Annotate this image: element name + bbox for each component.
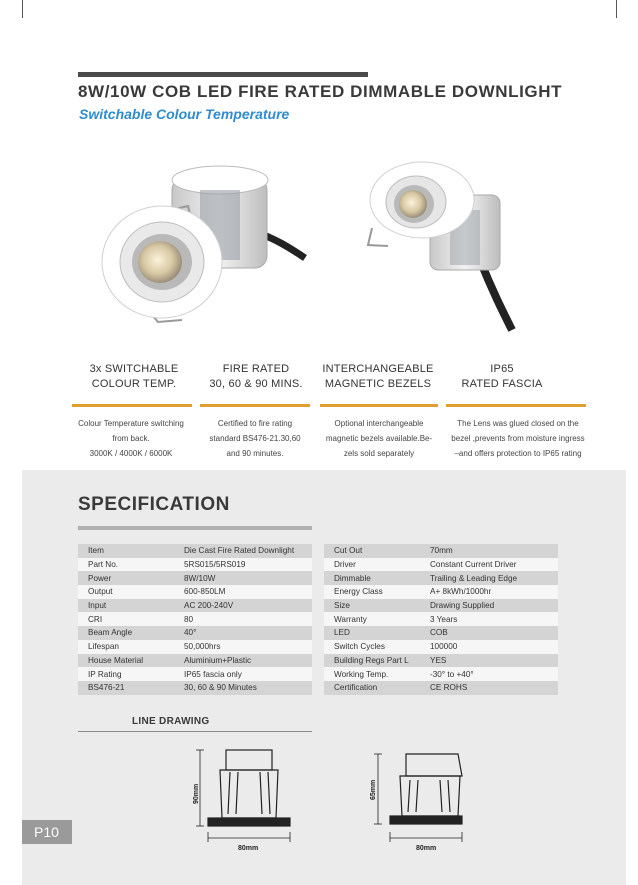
spec-value: Aluminium+Plastic [174,654,312,668]
line-drawing-2 [366,748,476,858]
spec-label: Size [324,599,420,613]
feature-4-description [438,416,598,461]
feature-1-line2: COLOUR TEMP. [91,378,177,390]
spec-row [78,667,312,681]
feature-4-line2: RATED FASCIA [461,378,543,390]
spec-table-left [78,544,312,695]
spec-row [78,626,312,640]
spec-value: Trailing & Leading Edge [420,571,558,585]
spec-label: Beam Angle [78,626,174,640]
spec-label: BS476-21 [78,681,174,695]
spec-row [324,626,558,640]
spec-label: Certification [324,681,420,695]
spec-label: Part No. [78,558,174,572]
spec-row [78,612,312,626]
spec-value: AC 200-240V [174,599,312,613]
spec-value: 80 [174,612,312,626]
spec-value: 30, 60 & 90 Minutes [174,681,312,695]
spec-row [324,544,558,558]
feature-3-description [304,416,454,461]
desc-line: zels sold separately [343,449,415,458]
spec-row [78,558,312,572]
feature-divider [72,404,192,407]
spec-label: CRI [78,612,174,626]
spec-value: Die Cast Fire Rated Downlight [174,544,312,558]
desc-line: Optional interchangeable [334,419,424,428]
spec-label: Working Temp. [324,667,420,681]
page-title: 8W/10W COB LED FIRE RATED DIMMABLE DOWNLIGHT [78,82,563,101]
spec-label: House Material [78,654,174,668]
spec-row [324,571,558,585]
desc-line: standard BS476-21.30,60 [209,434,301,443]
spec-label: Power [78,571,174,585]
spec-row [324,640,558,654]
line-drawing-1 [190,742,300,857]
product-front-image [100,150,310,340]
page-subtitle: Switchable Colour Temperature [79,106,290,122]
spec-value: A+ 8kWh/1000hr [420,585,558,599]
crop-mark [616,0,617,18]
feature-3-line2: MAGNETIC BEZELS [324,378,432,390]
desc-line: Certified to fire rating [217,419,293,428]
desc-line: –and offers protection to IP65 rating [454,449,582,458]
spec-row [324,654,558,668]
drawing-1-width-label: 80mm [238,845,259,852]
spec-row [78,544,312,558]
spec-row [78,640,312,654]
feature-1-title [64,362,204,392]
feature-divider [200,404,310,407]
spec-label: Item [78,544,174,558]
spec-row [324,558,558,572]
drawing-2-width-label: 80mm [416,845,437,852]
spec-row [324,612,558,626]
feature-divider [446,404,586,407]
spec-value: -30° to +40° [420,667,558,681]
title-bar [78,72,368,77]
desc-line: and 90 minutes. [226,449,284,458]
feature-2-title [186,362,326,392]
page-number: P10 [34,824,59,840]
specification-heading: SPECIFICATION [78,494,230,515]
spec-value: 70mm [420,544,558,558]
spec-row [324,681,558,695]
spec-table-right [324,544,558,695]
spec-label: Input [78,599,174,613]
desc-line: from back. [112,434,150,443]
spec-value: 100000 [420,640,558,654]
specification-underline [78,526,312,530]
spec-label: Driver [324,558,420,572]
spec-value: COB [420,626,558,640]
spec-row [78,599,312,613]
product-angled-image [360,150,530,340]
feature-2-line1: FIRE RATED [222,363,290,375]
spec-row [324,585,558,599]
desc-line: bezel ,prevents from moisture ingress [451,434,585,443]
feature-4-line1: IP65 [490,363,514,375]
feature-1-line1: 3x SWITCHABLE [89,363,179,375]
spec-row [78,654,312,668]
spec-value: IP65 fascia only [174,667,312,681]
drawing-1-height-label: 90mm [193,783,200,804]
spec-value: 50,000hrs [174,640,312,654]
spec-row [324,667,558,681]
spec-value: CE ROHS [420,681,558,695]
desc-line: Colour Temperature switching [78,419,184,428]
spec-row [78,585,312,599]
spec-value: Drawing Supplied [420,599,558,613]
spec-value: 600-850LM [174,585,312,599]
spec-value: YES [420,654,558,668]
line-drawing-heading: LINE DRAWING [132,716,210,727]
drawing-2-height-label: 65mm [370,779,377,800]
spec-value: 5RS015/5RS019 [174,558,312,572]
desc-line: magnetic bezels available.Be- [325,434,433,443]
feature-2-line2: 30, 60 & 90 MINS. [209,378,303,390]
spec-row [324,599,558,613]
feature-divider [320,404,438,407]
feature-3-line1: INTERCHANGEABLE [322,363,434,375]
feature-4-title [432,362,572,392]
spec-value: Constant Current Driver [420,558,558,572]
spec-label: Energy Class [324,585,420,599]
spec-label: Building Regs Part L [324,654,420,668]
spec-label: Warranty [324,612,420,626]
desc-line: The Lens was glued closed on the [457,419,579,428]
desc-line: 3000K / 4000K / 6000K [89,449,173,458]
spec-label: IP Rating [78,667,174,681]
spec-row [78,681,312,695]
spec-value: 8W/10W [174,571,312,585]
line-drawing-underline [78,731,312,732]
spec-row [78,571,312,585]
spec-value: 40° [174,626,312,640]
crop-mark [22,0,23,18]
spec-label: Output [78,585,174,599]
spec-label: Lifespan [78,640,174,654]
spec-value: 3 Years [420,612,558,626]
feature-3-title [308,362,448,392]
spec-label: Dimmable [324,571,420,585]
spec-label: Cut Out [324,544,420,558]
spec-label: Switch Cycles [324,640,420,654]
spec-label: LED [324,626,420,640]
